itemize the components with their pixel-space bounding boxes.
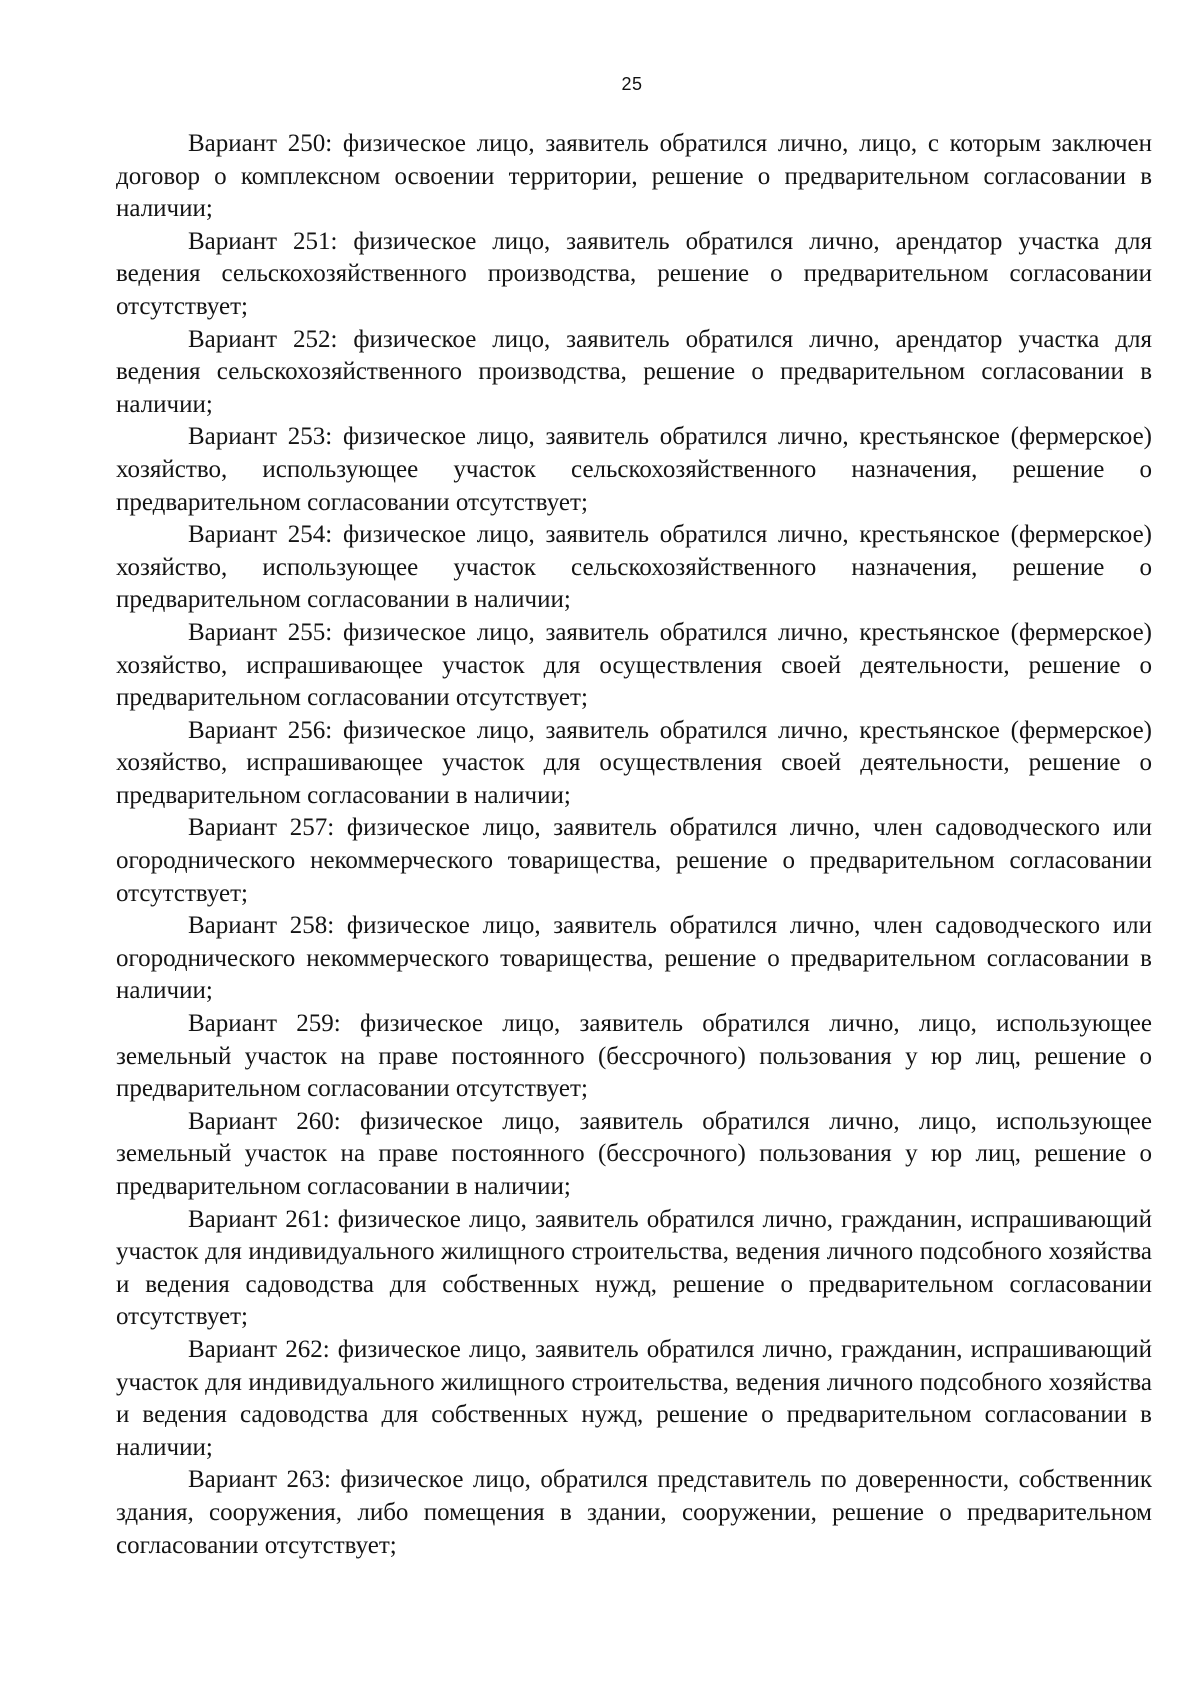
- variant-paragraph: Вариант 259: физическое лицо, заявитель обратился лично, лицо, использующее земельный участок на праве постоянного (бессрочного) пользования у юр лиц, решение о предварительном согласовании отсутствует;: [116, 1010, 1152, 1103]
- variant-paragraph: Вариант 253: физическое лицо, заявитель обратился лично, крестьянское (фермерское) хозяйство, использующее участок сельскохозяйственного назначения, решение о предварительном согласовании отсутствует;: [116, 423, 1152, 516]
- page-number: 25: [621, 74, 643, 94]
- variant-paragraph: Вариант 262: физическое лицо, заявитель обратился лично, гражданин, испрашивающий участок для индивидуального жилищного строительства, ведения личного подсобного хозяйства и ведения садоводства для собственных нужд, решение о предварительном согласовании в наличии;: [116, 1335, 1152, 1461]
- variant-paragraph: Вариант 260: физическое лицо, заявитель обратился лично, лицо, использующее земельный участок на праве постоянного (бессрочного) пользования у юр лиц, решение о предварительном согласовании в наличии;: [116, 1107, 1152, 1200]
- variant-paragraph: Вариант 252: физическое лицо, заявитель обратился лично, арендатор участка для ведения сельскохозяйственного производства, решение о предварительном согласовании в наличии;: [116, 325, 1152, 418]
- variant-paragraph: Вариант 261: физическое лицо, заявитель обратился лично, гражданин, испрашивающий участок для индивидуального жилищного строительства, ведения личного подсобного хозяйства и ведения садоводства для собственных нужд, решение о предварительном согласовании отсутствует;: [116, 1205, 1152, 1331]
- variant-paragraph: Вариант 255: физическое лицо, заявитель обратился лично, крестьянское (фермерское) хозяйство, испрашивающее участок для осуществления своей деятельности, решение о предварительном согласовании отсутствует;: [116, 618, 1152, 712]
- variant-paragraph: Вариант 257: физическое лицо, заявитель обратился лично, член садоводческого или огороднического некоммерческого товарищества, решение о предварительном согласовании отсутствует;: [116, 814, 1152, 907]
- variant-paragraph: Вариант 254: физическое лицо, заявитель обратился лично, крестьянское (фермерское) хозяйство, использующее участок сельскохозяйственного назначения, решение о предварительном согласовании в наличии;: [116, 521, 1152, 614]
- variant-paragraph: Вариант 256: физическое лицо, заявитель обратился лично, крестьянское (фермерское) хозяйство, испрашивающее участок для осуществления своей деятельности, решение о предварительном согласовании в наличии;: [116, 716, 1152, 809]
- variant-paragraph: Вариант 263: физическое лицо, обратился представитель по доверенности, собственник здания, сооружения, либо помещения в здании, сооружении, решение о предварительном согласовании отсутствует;: [116, 1466, 1152, 1559]
- variant-paragraph: Вариант 258: физическое лицо, заявитель обратился лично, член садоводческого или огороднического некоммерческого товарищества, решение о предварительном согласовании в наличии;: [116, 912, 1152, 1005]
- document-body: [116, 128, 1152, 1562]
- variant-paragraph: Вариант 250: физическое лицо, заявитель обратился лично, лицо, с которым заключен договор о комплексном освоении территории, решение о предварительном согласовании в наличии;: [116, 130, 1152, 223]
- variant-paragraph: Вариант 251: физическое лицо, заявитель обратился лично, арендатор участка для ведения сельскохозяйственного производства, решение о предварительном согласовании отсутствует;: [116, 227, 1152, 320]
